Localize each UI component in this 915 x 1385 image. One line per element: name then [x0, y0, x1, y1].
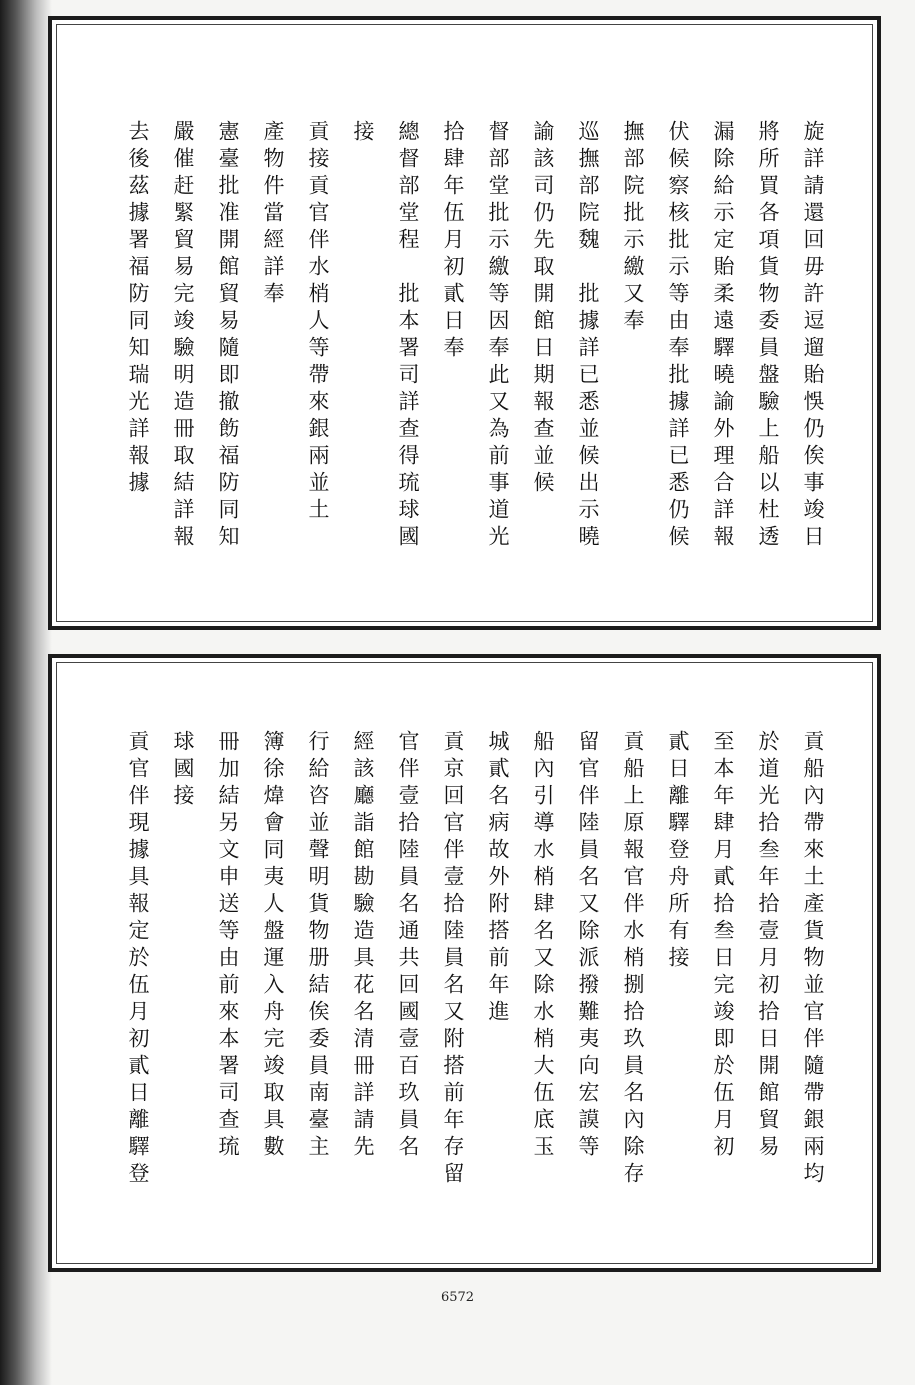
bottom-panel-text — [115, 730, 835, 1250]
text-column: 船內引導水梢肆名又除水梢大伍底玉 — [531, 730, 555, 1162]
text-column: 督部堂批示繳等因奉此又為前事道光 — [486, 120, 510, 552]
text-column: 貢京回官伴壹拾陸員名又附搭前年存留 — [441, 730, 465, 1189]
text-column: 行給咨並聲明貨物册結俟委員南臺主 — [306, 730, 330, 1162]
text-column: 至本年肆月貳拾叁日完竣即於伍月初 — [711, 730, 735, 1162]
text-column: 撫部院批示繳又奉 — [621, 120, 645, 336]
page-number: 6572 — [440, 1290, 475, 1305]
text-column: 接 — [351, 120, 375, 147]
text-column: 城貳名病故外附搭前年進 — [486, 730, 510, 1027]
top-panel-text — [115, 120, 835, 610]
text-column: 漏除給示定貽柔遠驛曉諭外理合詳報 — [711, 120, 735, 552]
text-column: 貢船內帶來土產貨物並官伴隨帶銀兩均 — [801, 730, 825, 1189]
text-column: 嚴催赶緊貿易完竣驗明造冊取結詳報 — [171, 120, 195, 552]
text-column: 憲臺批准開館貿易隨即撤飭福防同知 — [216, 120, 240, 552]
text-column: 貢接貢官伴水梢人等帶來銀兩並土 — [306, 120, 330, 525]
text-column: 諭該司仍先取開館日期報查並候 — [531, 120, 555, 498]
text-column: 將所買各項貨物委員盤驗上船以杜透 — [756, 120, 780, 552]
text-column: 伏候察核批示等由奉批據詳已悉仍候 — [666, 120, 690, 552]
text-column: 冊加結另文申送等由前來本署司查琉 — [216, 730, 240, 1162]
text-column: 貢船上原報官伴水梢捌拾玖員名內除存 — [621, 730, 645, 1189]
text-column: 總督部堂程 批本署司詳查得琉球國 — [396, 120, 420, 552]
text-column: 貳日離驛登舟所有接 — [666, 730, 690, 973]
text-column: 簿徐煒會同夷人盤運入舟完竣取具數 — [261, 730, 285, 1162]
text-column: 留官伴陸員名又除派撥難夷向宏謨等 — [576, 730, 600, 1162]
text-column: 產物件當經詳奉 — [261, 120, 285, 309]
top-panel — [48, 16, 881, 630]
text-column: 經該廳詣館勘驗造具花名清冊詳請先 — [351, 730, 375, 1162]
text-column: 拾肆年伍月初貳日奉 — [441, 120, 465, 363]
bottom-panel — [48, 654, 881, 1272]
text-column: 於道光拾叁年拾壹月初拾日開館貿易 — [756, 730, 780, 1162]
text-column: 官伴壹拾陸員名通共回國壹百玖員名 — [396, 730, 420, 1162]
text-column: 貢官伴現據具報定於伍月初貳日離驛登 — [126, 730, 150, 1189]
text-column: 巡撫部院魏 批據詳已悉並候出示曉 — [576, 120, 600, 552]
text-column: 球國接 — [171, 730, 195, 811]
text-column: 去後茲據署福防同知瑞光詳報據 — [126, 120, 150, 498]
binding-shadow — [0, 0, 52, 1385]
text-column: 旋詳請還回毋許逗遛貽悞仍俟事竣日 — [801, 120, 825, 552]
